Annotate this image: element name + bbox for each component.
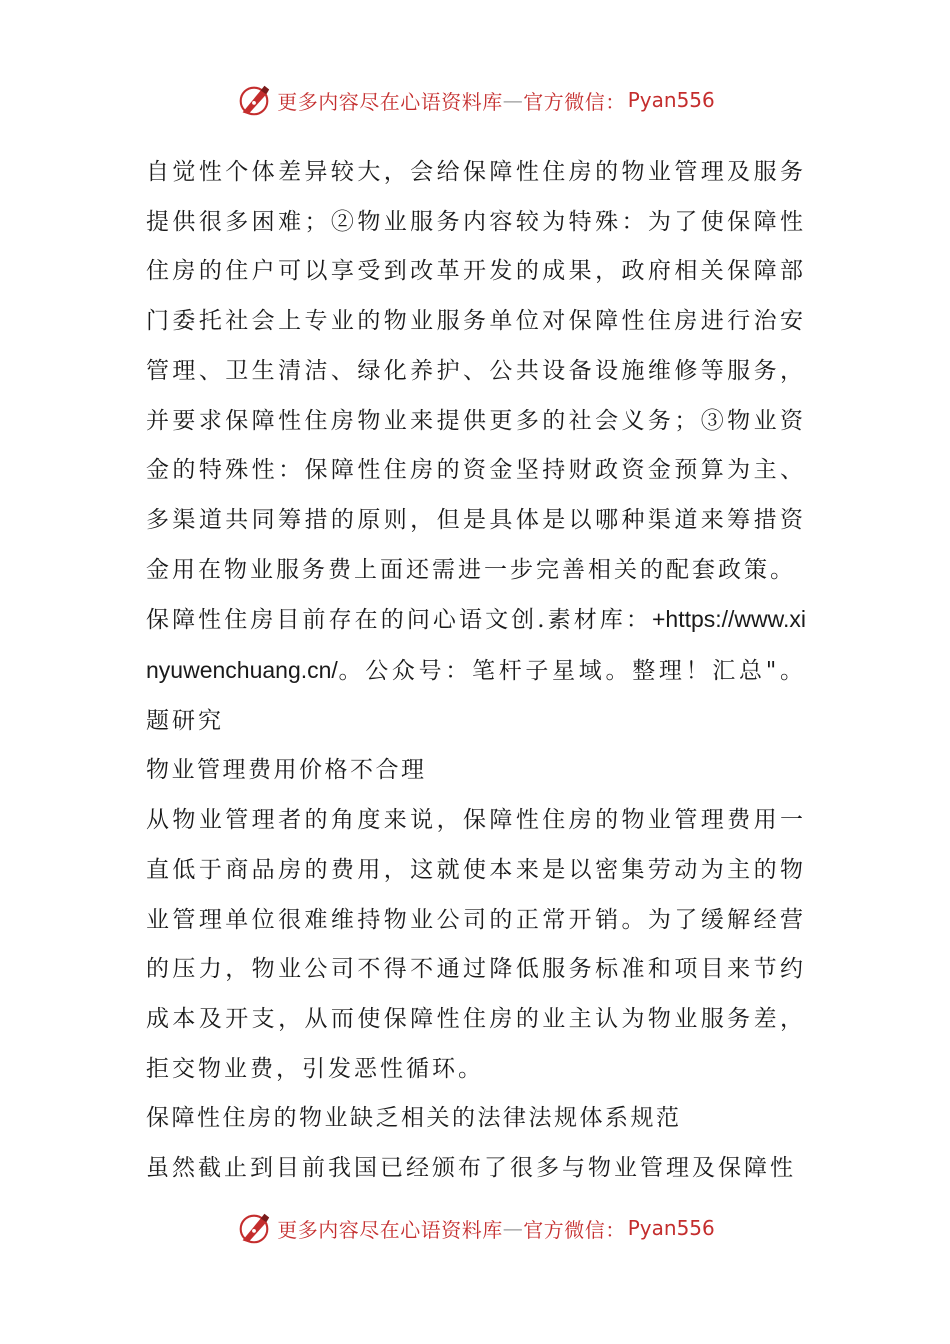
pen-nib-logo-icon bbox=[235, 81, 273, 119]
paragraph-2-lead: 保障性住房目前存在的问心语文创.素材库： bbox=[146, 607, 652, 634]
banner-dash: — bbox=[502, 1216, 524, 1240]
banner-slogan: 更多内容尽在心语资料库 bbox=[277, 1217, 503, 1242]
footer-banner bbox=[0, 1206, 950, 1250]
paragraph-2 bbox=[146, 595, 806, 746]
header-banner bbox=[0, 78, 950, 122]
document-body bbox=[146, 148, 806, 1194]
section-heading-law: 保障性住房的物业缺乏相关的法律法规体系规范 bbox=[146, 1105, 682, 1132]
banner-dash: — bbox=[502, 88, 524, 112]
paragraph-2-tail: 。公众号：笔杆子星域。整理！汇总"。题研究 bbox=[146, 658, 806, 734]
banner-wechat-label: 官方微信： bbox=[523, 1217, 626, 1242]
banner-slogan: 更多内容尽在心语资料库 bbox=[277, 89, 503, 114]
source-url-link[interactable]: +https://www.xinyuwenchuang.cn/ bbox=[146, 606, 806, 684]
banner-wechat-label: 官方微信： bbox=[523, 89, 626, 114]
paragraph-3: 从物业管理者的角度来说，保障性住房的物业管理费用一直低于商品房的费用，这就使本来是以密集劳动为主的物业管理单位很难维持物业公司的正常开销。为了缓解经营的压力，物业公司不得不通过降低服务标准和项目来节约成本及开支，从而使保障性住房的业主认为物业服务差，拒交物业费，引发恶性循环。 bbox=[146, 807, 806, 1082]
section-heading-fee: 物业管理费用价格不合理 bbox=[146, 757, 427, 784]
pen-nib-logo-icon bbox=[235, 1209, 273, 1247]
paragraph-4: 虽然截止到目前我国已经颁布了很多与物业管理及保障性 bbox=[146, 1155, 796, 1182]
banner-wechat-id: Pyan556 bbox=[627, 88, 715, 112]
paragraph-1: 自觉性个体差异较大，会给保障性住房的物业管理及服务提供很多困难；②物业服务内容较为特殊：为了使保障性住房的住户可以享受到改革开发的成果，政府相关保障部门委托社会上专业的物业服务单位对保障性住房进行治安管理、卫生清洁、绿化养护、公共设备设施维修等服务，并要求保障性住房物业来提供更多的社会义务；③物业资金的特殊性：保障性住房的资金坚持财政资金预算为主、多渠道共同筹措的原则，但是具体是以哪种渠道来筹措资金用在物业服务费上面还需进一步完善相关的配套政策。 bbox=[146, 159, 806, 583]
banner-wechat-id: Pyan556 bbox=[627, 1216, 715, 1240]
